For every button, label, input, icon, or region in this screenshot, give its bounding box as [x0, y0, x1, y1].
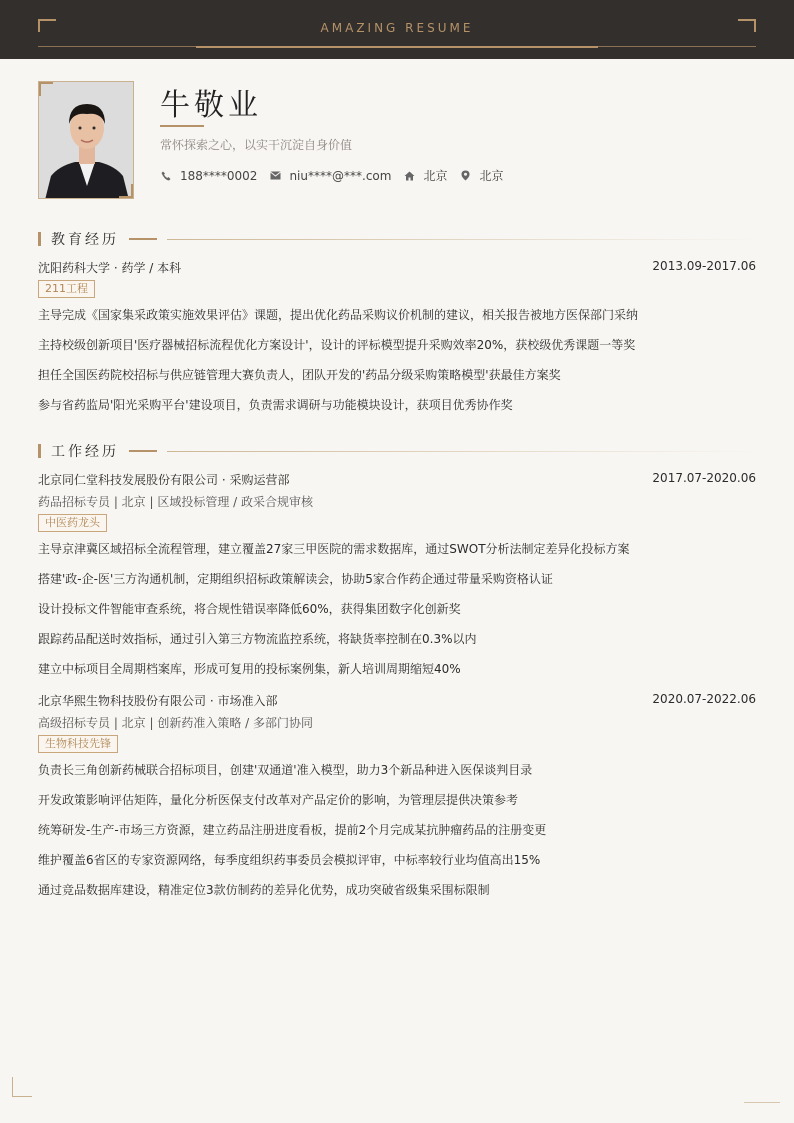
- education-school: 沈阳药科大学 · 药学 / 本科: [38, 261, 182, 275]
- contact-row: [160, 167, 515, 184]
- photo-corner-top-left: [39, 82, 53, 96]
- section-marker: [38, 232, 41, 246]
- avatar-photo: [38, 81, 134, 199]
- phone-icon: [160, 170, 172, 182]
- job-date: 2020.07-2022.06: [652, 692, 756, 706]
- home-icon: [403, 170, 415, 182]
- section-title-work: 工作经历: [51, 444, 119, 460]
- home-text: 北京: [423, 169, 448, 183]
- job-tag: 生物科技先锋: [38, 735, 118, 753]
- job-company: 北京华熙生物科技股份有限公司 · 市场准入部: [38, 694, 278, 708]
- contact-phone[interactable]: [160, 169, 257, 183]
- candidate-name: 牛敬业: [160, 88, 262, 123]
- section-title-education: 教育经历: [51, 232, 119, 248]
- section-dash: [129, 238, 157, 240]
- job-role-line: 高级招标专员 | 北京 | 创新药准入策略 / 多部门协同: [38, 716, 314, 730]
- footer-rule: [744, 1102, 780, 1103]
- contact-location: [459, 167, 503, 184]
- location-text: 北京: [479, 169, 504, 183]
- contact-email[interactable]: [269, 169, 391, 183]
- education-bullet: 参与省药监局'阳光采购平台'建设项目，负责需求调研与功能模块设计，获项目优秀协作奖: [38, 398, 513, 412]
- avatar-portrait: [39, 82, 134, 199]
- header-rule-accent: [196, 46, 598, 48]
- education-bullet: 主导完成《国家集采政策实施效果评估》课题，提出优化药品采购议价机制的建议，相关报告被地方医保部门采纳: [38, 308, 639, 322]
- email-text: niu****@***.com: [289, 168, 392, 183]
- job-bullet: 负责长三角创新药械联合招标项目，创建'双通道'准入模型，助力3个新品种进入医保谈判目录: [38, 763, 533, 777]
- job-bullet: 开发政策影响评估矩阵，量化分析医保支付改革对产品定价的影响，为管理层提供决策参考: [38, 793, 519, 807]
- job-role-line: 药品招标专员 | 北京 | 区域投标管理 / 政采合规审核: [38, 495, 314, 509]
- education-bullet: 主持校级创新项目'医疗器械招标流程优化方案设计'，设计的评标模型提升采购效率20%，获校级优秀课题一等奖: [38, 338, 636, 352]
- education-entry-head: [38, 259, 756, 276]
- job-entry-head: [38, 692, 756, 709]
- section-education-header: [38, 231, 756, 247]
- job-bullet: 跟踪药品配送时效指标，通过引入第三方物流监控系统，将缺货率控制在0.3%以内: [38, 632, 477, 646]
- section-rule: [167, 239, 756, 240]
- candidate-motto: 常怀探索之心，以实干沉淀自身价值: [160, 138, 353, 152]
- job-bullet: 搭建'政-企-医'三方沟通机制，定期组织招标政策解读会，协助5家合作药企通过带量采购资格认证: [38, 572, 553, 586]
- contact-home: [403, 167, 447, 184]
- section-rule: [167, 451, 756, 452]
- job-tag: 中医药龙头: [38, 514, 107, 532]
- section-work-header: [38, 443, 756, 459]
- location-pin-icon: [459, 170, 471, 182]
- education-date: 2013.09-2017.06: [652, 259, 756, 273]
- section-marker: [38, 444, 41, 458]
- education-tag: 211工程: [38, 280, 95, 298]
- job-bullet: 通过竞品数据库建设，精准定位3款仿制药的差异化优势，成功突破省级集采围标限制: [38, 883, 490, 897]
- corner-ornament-top-left: [38, 19, 56, 32]
- job-bullet: 建立中标项目全周期档案库，形成可复用的投标案例集，新人培训周期缩短40%: [38, 662, 461, 676]
- job-bullet: 维护覆盖6省区的专家资源网络，每季度组织药事委员会模拟评审，中标率较行业均值高出15%: [38, 853, 541, 867]
- brand-title: AMAZING RESUME: [320, 21, 474, 35]
- education-bullet: 担任全国医药院校招标与供应链管理大赛负责人，团队开发的'药品分级采购策略模型'获最佳方案奖: [38, 368, 561, 382]
- job-bullet: 设计投标文件智能审查系统，将合规性错误率降低60%，获得集团数字化创新奖: [38, 602, 461, 616]
- photo-corner-bottom-right: [119, 184, 133, 198]
- mail-icon: [269, 170, 281, 182]
- corner-ornament-top-right: [738, 19, 756, 32]
- corner-ornament-bottom-left: [12, 1077, 32, 1097]
- job-bullet: 统筹研发-生产-市场三方资源，建立药品注册进度看板，提前2个月完成某抗肿瘤药品的注册变更: [38, 823, 547, 837]
- name-underline: [160, 125, 204, 127]
- header-bar: [0, 0, 794, 59]
- job-date: 2017.07-2020.06: [652, 471, 756, 485]
- section-dash: [129, 450, 157, 452]
- job-company: 北京同仁堂科技发展股份有限公司 · 采购运营部: [38, 473, 290, 487]
- job-entry-head: [38, 471, 756, 488]
- job-bullet: 主导京津冀区域招标全流程管理，建立覆盖27家三甲医院的需求数据库，通过SWOT分析法制定差异化投标方案: [38, 542, 630, 556]
- phone-text: 188****0002: [180, 168, 258, 183]
